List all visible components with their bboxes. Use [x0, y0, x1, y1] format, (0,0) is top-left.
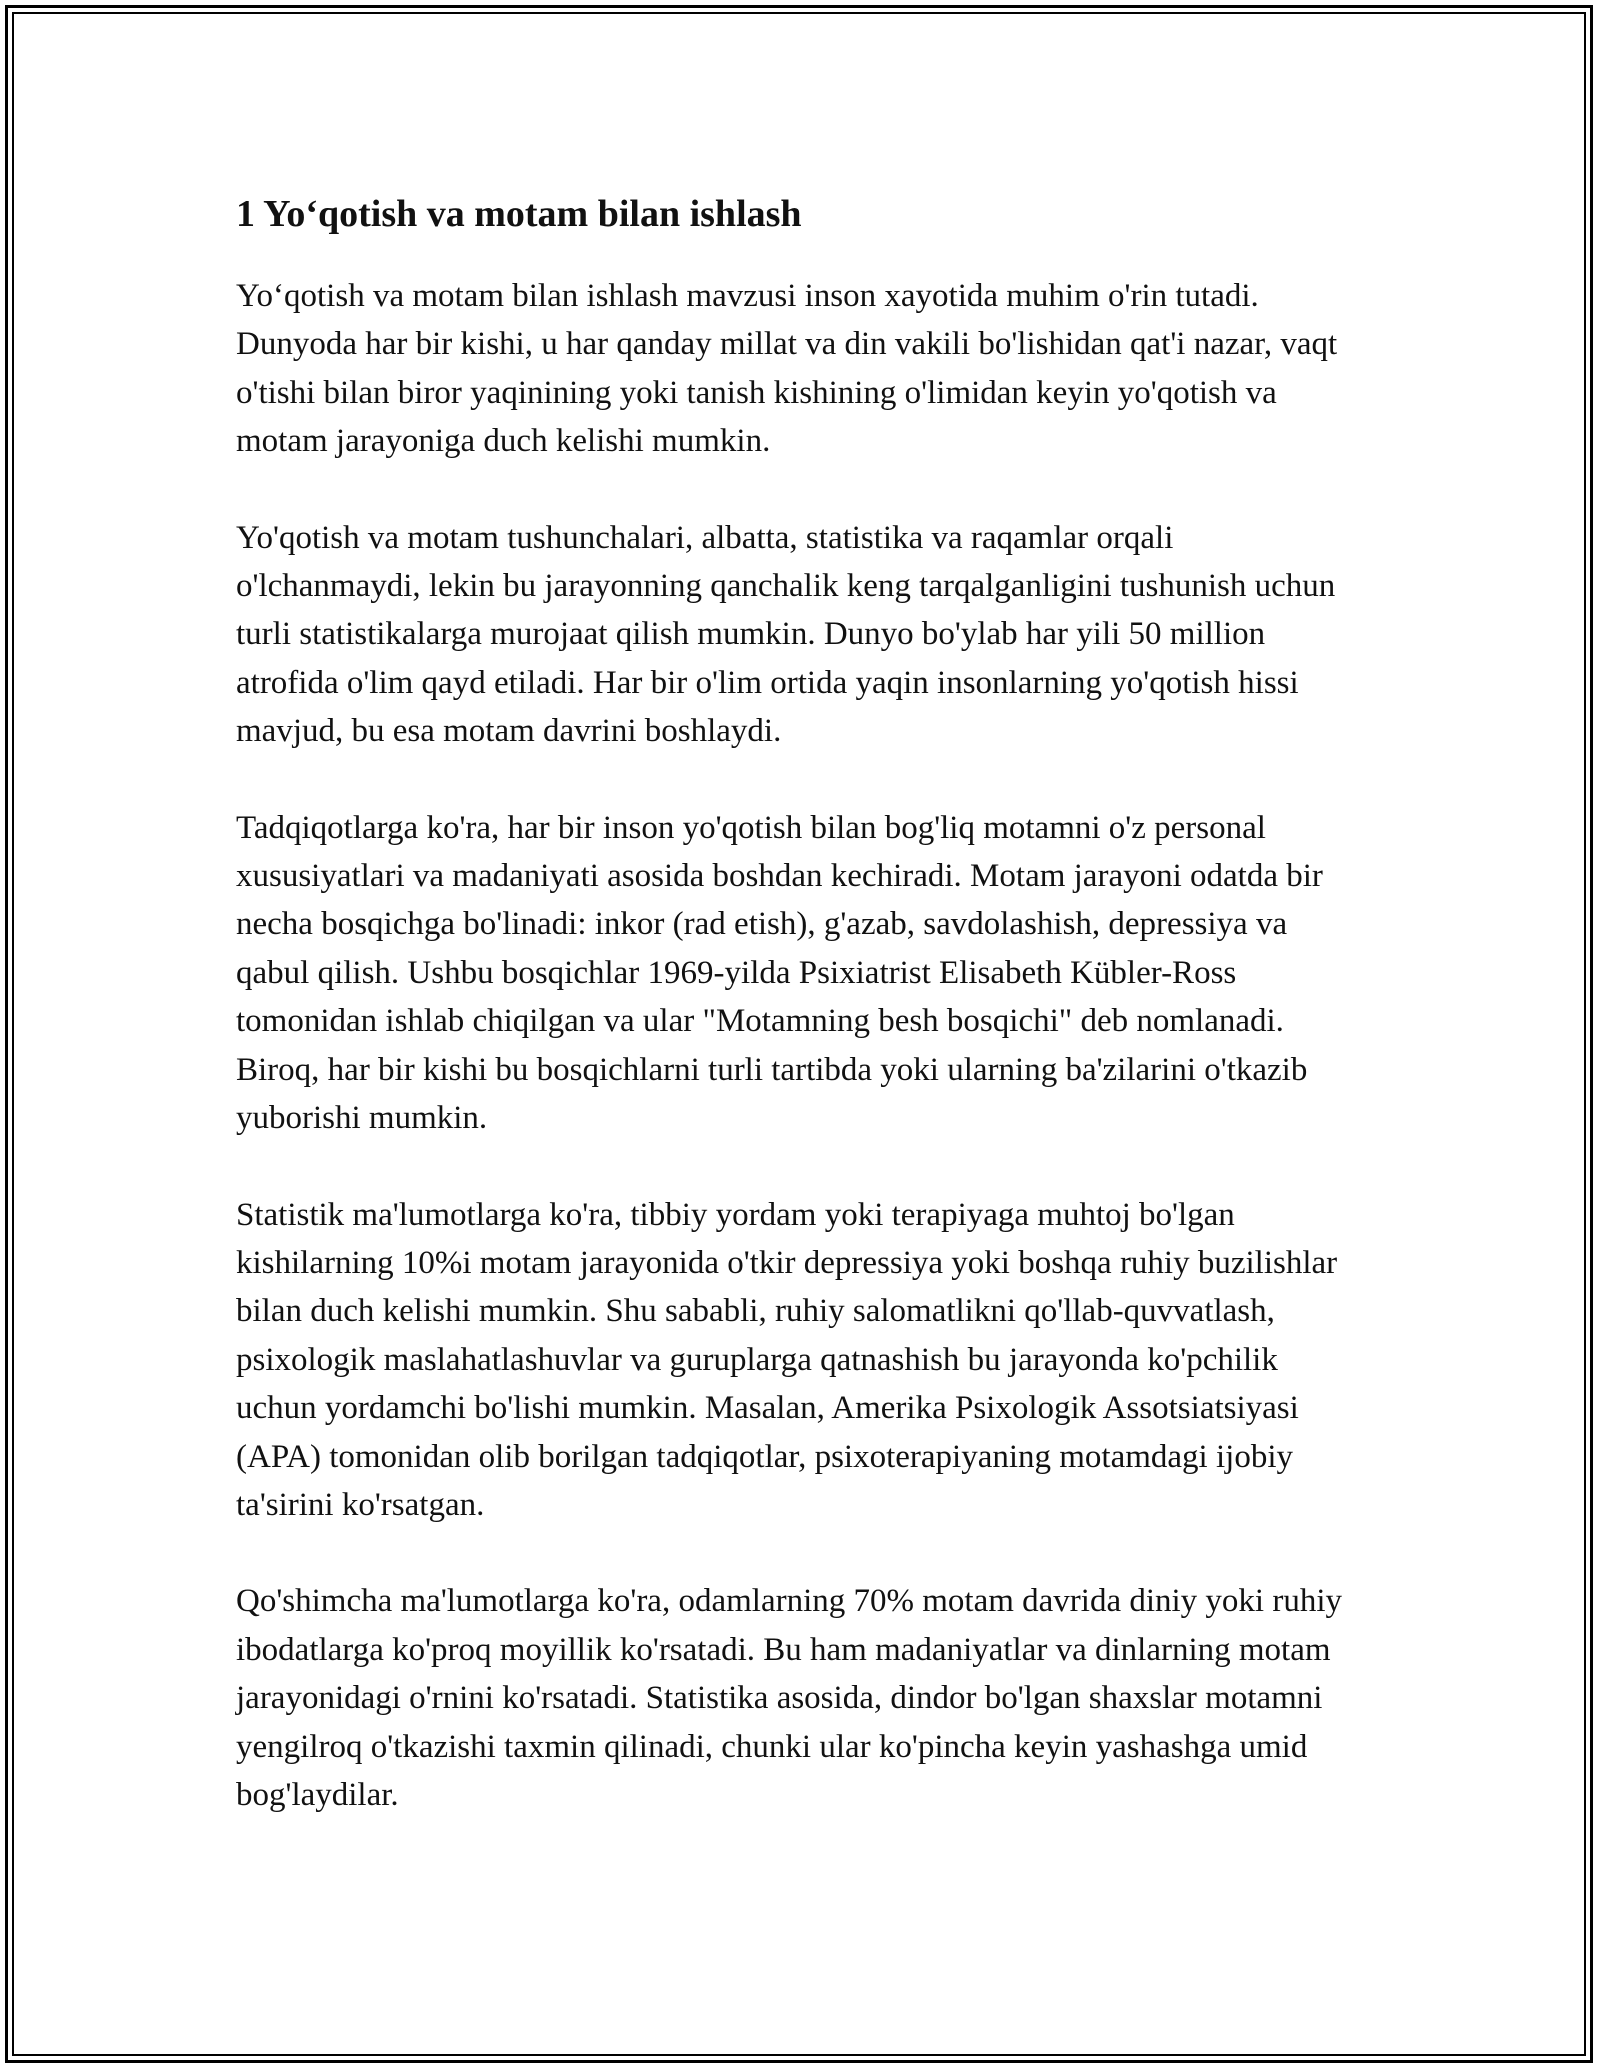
paragraph-religion: Qo'shimcha ma'lumotlarga ko'ra, odamlarning 70% motam davrida diniy yoki ruhiy ibodatlarga ko'proq moyillik ko'rsatadi. Bu ham madaniyatlar va dinlarning motam jarayonidagi o'rnini ko'rsatadi. Statistika asosida, dindor bo'lgan shaxslar motamni yengilroq o'tkazishi taxmin qilinadi, chunki ular ko'pincha keyin yashashga umid bog'laydilar.	[236, 1583, 1342, 1813]
document-body	[236, 186, 1366, 1867]
section-title: 1 Yo‘qotish va motam bilan ishlash	[236, 193, 802, 235]
paragraph-stages: Tadqiqotlarga ko'ra, har bir inson yo'qotish bilan bog'liq motamni o'z personal xususiyatlari va madaniyati asosida boshdan kechiradi. Motam jarayoni odatda bir necha bosqichga bo'linadi: inkor (rad etish), g'azab, savdolashish, depressiya va qabul qilish. Ushbu bosqichlar 1969-yilda Psixiatrist Elisabeth Kübler-Ross tomonidan ishlab chiqilgan va ular "Motamning besh bosqichi" deb nomlanadi. Biroq, har bir kishi bu bosqichlarni turli tartibda yoki ularning ba'zilarini o'tkazib yuborishi mumkin.	[236, 809, 1323, 1137]
paragraph-mental-health: Statistik ma'lumotlarga ko'ra, tibbiy yordam yoki terapiyaga muhtoj bo'lgan kishilarning 10%i motam jarayonida o'tkir depressiya yoki boshqa ruhiy buzilishlar bilan duch kelishi mumkin. Shu sababli, ruhiy salomatlikni qo'llab-quvvatlash, psixologik maslahatlashuvlar va guruplarga qatnashish bu jarayonda ko'pchilik uchun yordamchi bo'lishi mumkin. Masalan, Amerika Psixologik Assotsiatsiyasi (APA) tomonidan olib borilgan tadqiqotlar, psixoterapiyaning motamdagi ijobiy ta'sirini ko'rsatgan.	[236, 1196, 1338, 1523]
paragraph-statistics: Yo'qotish va motam tushunchalari, albatta, statistika va raqamlar orqali o'lchanmaydi, lekin bu jarayonning qanchalik keng tarqalganligini tushunish uchun turli statistikalarga murojaat qilish mumkin. Dunyo bo'ylab har yili 50 million atrofida o'lim qayd etiladi. Har bir o'lim ortida yaqin insonlarning yo'qotish hissi mavjud, bu esa motam davrini boshlaydi.	[236, 519, 1336, 750]
paragraph-intro: Yo‘qotish va motam bilan ishlash mavzusi inson xayotida muhim o'rin tutadi. Dunyoda har bir kishi, u har qanday millat va din vakili bo'lishidan qat'i nazar, vaqt o'tishi bilan biror yaqinining yoki tanish kishining o'limidan keyin yo'qotish va motam jarayoniga duch kelishi mumkin.	[236, 278, 1338, 460]
